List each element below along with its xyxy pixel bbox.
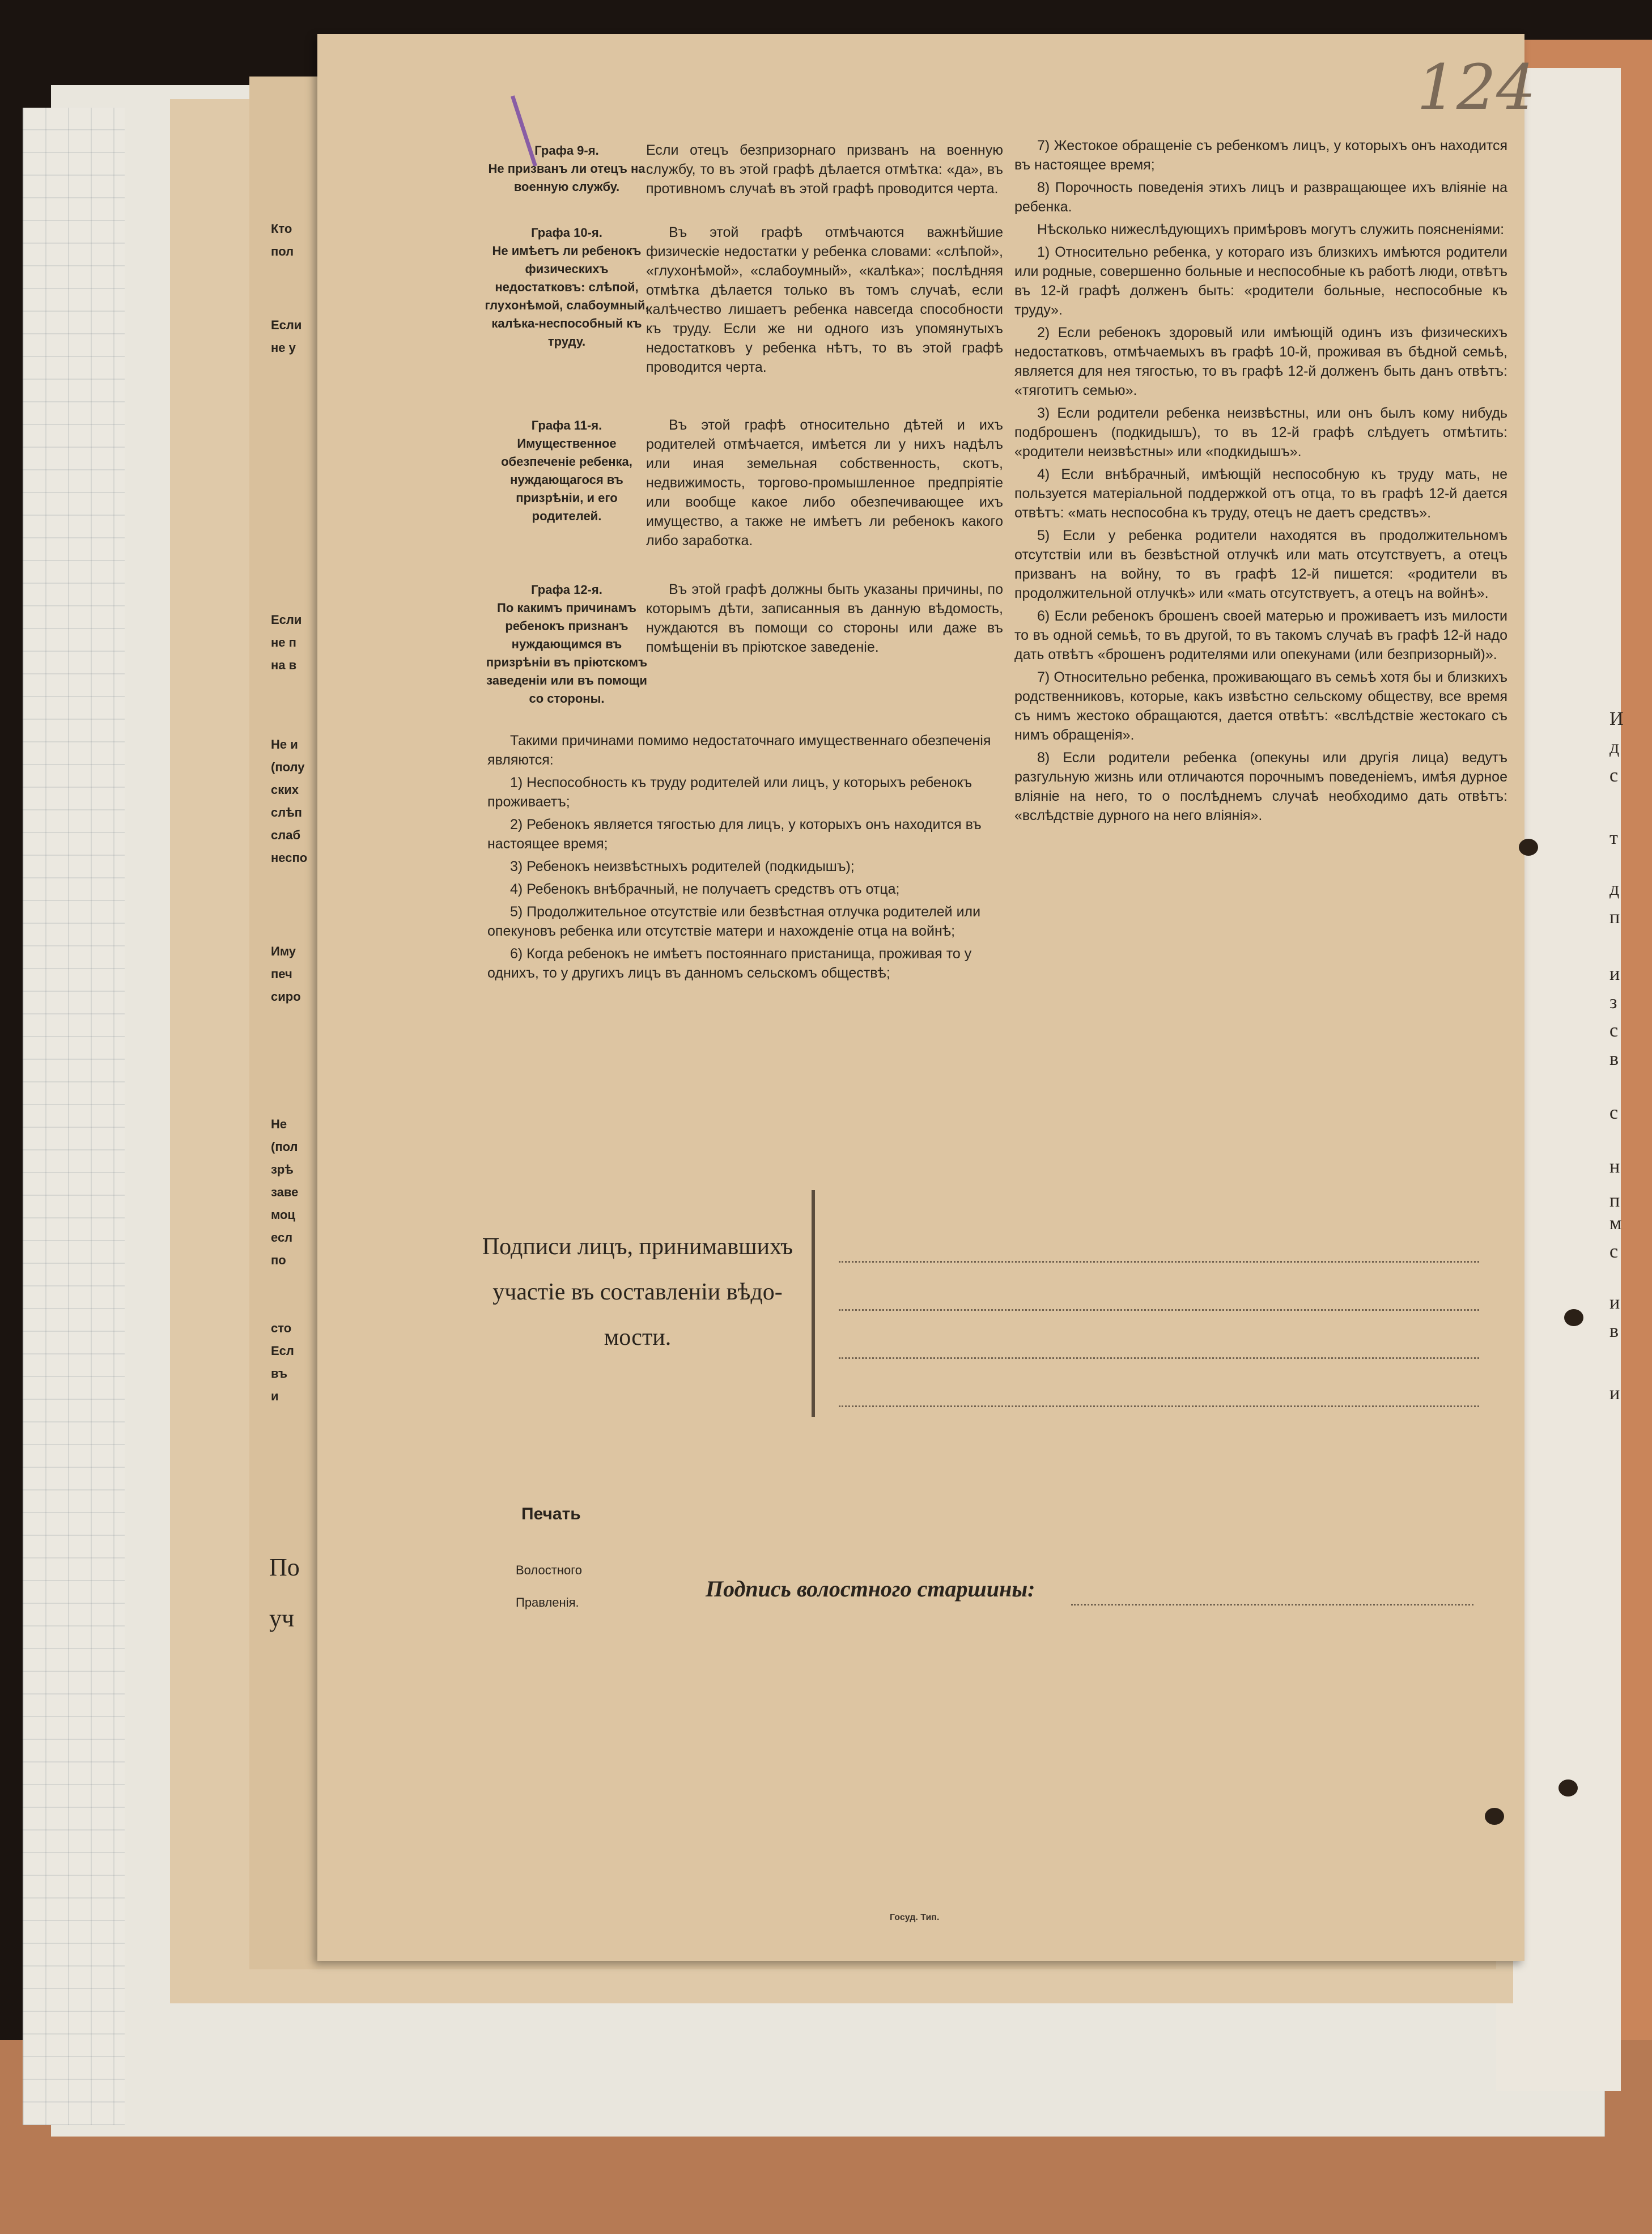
right-fragment-text: м	[1609, 1213, 1622, 1234]
elder-signature-line	[1071, 1604, 1473, 1606]
graph-12-heading: Графа 12-я. По какимъ причинамъ ребенокъ признанъ нуждающимся въ призрѣніи въ пріютскомъ заведеніи или въ помощи со стороны.	[486, 583, 648, 706]
reason-item: 2) Ребенокъ является тягостью для лицъ, у которыхъ онъ находится въ настоящее время;	[487, 817, 982, 852]
signature-line	[839, 1405, 1479, 1407]
right-fragment-text: т	[1609, 827, 1618, 848]
left-fragment-text: Есл	[271, 1344, 294, 1358]
stamp-line-1: Волостного	[516, 1563, 582, 1577]
right-fragment-text: в	[1609, 1320, 1619, 1341]
example-item: 7) Относительно ребенка, проживающаго въ семьѣ хотя бы и близкихъ родственниковъ, которые, какъ извѣстно сельскому обществу, все время съ нимъ жестоко обращаются, дается отвѣтъ: «вслѣдствіе жестокаго съ нимъ обращенія».	[1014, 669, 1507, 743]
left-fragment-text: и	[271, 1389, 279, 1403]
left-fragment-text: слаб	[271, 828, 301, 842]
left-fragment-text: Кто	[271, 222, 292, 236]
right-column	[1014, 136, 1507, 829]
left-fragment-text: въ	[271, 1366, 288, 1381]
left-fragment-text: моц	[271, 1208, 295, 1222]
right-fragment-text: и	[1609, 1383, 1620, 1404]
page-number: 124	[1417, 51, 1536, 124]
signature-line	[839, 1261, 1479, 1263]
example-item: 6) Если ребенокъ брошенъ своей матерью и проживаетъ изъ милости то въ одной семьѣ, то въ другой, то въ такомъ случаѣ въ графѣ 12-й надо дать отвѣтъ «брошенъ родителями или опекунами (или безпризорный)».	[1014, 608, 1507, 662]
left-fragment-large-text: уч	[269, 1604, 295, 1632]
left-fragment-text: слѣп	[271, 805, 302, 819]
left-fragment-text: на в	[271, 658, 297, 672]
printer-mark: Госуд. Тип.	[890, 1913, 940, 1922]
left-fragment-text: сиро	[271, 989, 301, 1004]
left-fragment-text: заве	[271, 1185, 299, 1199]
left-fragment-text: (пол	[271, 1140, 298, 1154]
left-fragment-text: Иму	[271, 944, 296, 958]
graph-9-heading: Графа 9-я. Не призванъ ли отецъ на военную службу.	[488, 143, 645, 194]
example-item: 8) Если родители ребенка (опекуны или другія лица) ведутъ разгульную жизнь или отличаются порочнымъ поведеніемъ, имѣя дурное вліяніе на него, то о послѣднемъ случаѣ необходимо дать отвѣтъ: «вслѣдствіе дурного на него вліянія».	[1014, 750, 1507, 823]
right-fragment-text: И	[1609, 708, 1624, 729]
left-fragment-text: ских	[271, 783, 299, 797]
graph-10-heading: Графа 10-я. Не имѣетъ ли ребенокъ физическихъ недостатковъ: слѣпой, глухонѣмой, слабоумный, калѣка-неспособный къ труду.	[485, 226, 649, 349]
binding-hole	[1558, 1779, 1578, 1796]
binding-hole	[1564, 1309, 1583, 1326]
reasons-section	[487, 731, 1003, 986]
right-fragment-text: с	[1609, 1102, 1619, 1123]
left-fragment-text: Если	[271, 318, 302, 332]
stamp-title: Печать	[521, 1505, 581, 1523]
example-item: 2) Если ребенокъ здоровый или имѣющій одинъ изъ физическихъ недостатковъ, отмѣчаемыхъ въ графѣ 10-й, проживая въ бѣдной семьѣ, является для нея тягостью, то въ графѣ 12-й долженъ быть данъ отвѣтъ: «тяготитъ семью».	[1014, 325, 1507, 398]
signature-line	[839, 1357, 1479, 1359]
right-fragment-text: п	[1609, 907, 1620, 928]
elder-signature-label: Подпись волостного старшины:	[706, 1576, 1035, 1602]
binding-hole	[1519, 839, 1538, 856]
right-fragment-text: в	[1609, 1048, 1619, 1069]
reason-item: 4) Ребенокъ внѣбрачный, не получаетъ средствъ отъ отца;	[510, 881, 900, 897]
examples-intro: Нѣсколько нижеслѣдующихъ примѣровъ могутъ служить поясненіями:	[1037, 222, 1505, 237]
left-fragment-text: печ	[271, 967, 292, 981]
left-fragment-text: по	[271, 1253, 286, 1267]
right-fragment-text: п	[1609, 1190, 1620, 1211]
left-fragment-text: зрѣ	[271, 1162, 294, 1177]
example-item: 1) Относительно ребенка, у котораго изъ близкихъ имѣются родители или родные, совершенно больные и неспособные къ работѣ люди, отвѣтъ въ 12-й графѣ долженъ быть: «родители больные, неспособные къ труду».	[1014, 244, 1507, 318]
signatures-label: Подписи лицъ, принимавшихъ участіе въ составленіи вѣдо- мости.	[482, 1234, 793, 1350]
reason-item: 5) Продолжительное отсутствіе или безвѣстная отлучка родителей или опекуновъ ребенка или отсутствіе матери и нахожденіе отца на войнѣ;	[487, 904, 981, 939]
left-fragment-text: (полу	[271, 760, 305, 774]
left-fragment-large-text: По	[269, 1553, 300, 1581]
right-fragment-text: и	[1609, 963, 1620, 984]
right-fragment-text: з	[1609, 992, 1617, 1013]
left-fragment-text: есл	[271, 1230, 293, 1245]
left-fragment-text: не п	[271, 635, 296, 649]
left-fragment-text: Не и	[271, 737, 298, 751]
right-fragment-text: с	[1609, 765, 1619, 786]
example-item: 5) Если у ребенка родители находятся въ продолжительномъ отсутствіи или въ безвѣстной отлучкѣ или мать отсутствуетъ, а отецъ призванъ на войну, то въ графѣ 12-й пишется: «родители въ продолжительной отлучкѣ» или «мать отсутствуетъ, а отецъ на войнѣ».	[1014, 528, 1507, 601]
graph-10-text: Въ этой графѣ отмѣчаются важнѣйшие физическіе недостатки у ребенка словами: «слѣпой», «глухонѣмой», «слабоумный», «калѣка»; послѣдняя отмѣтка дѣлается только въ томъ случаѣ, если калѣчество лишаетъ ребенка навсегда способности къ труду. Если же ни одного изъ упомянутыхъ недостатковъ у ребенка нѣтъ, то въ этой графѣ проводится черта.	[646, 224, 1003, 375]
right-fragment-text: д	[1609, 737, 1620, 758]
left-fragment-text: пол	[271, 244, 294, 258]
graph-11-text: Въ этой графѣ относительно дѣтей и ихъ родителей отмѣчается, имѣется ли у нихъ надѣлъ или иная земельная собственность, скотъ, недвижимость, торгово-промышленное предпріятіе или вообще какое либо обезпечивающее ихъ имущество, а также не имѣетъ ли ребенокъ какого либо заработка.	[646, 417, 1003, 549]
reason-item: 7) Жестокое обращеніе съ ребенкомъ лицъ, у которыхъ онъ находится въ настоящее время;	[1014, 138, 1507, 173]
left-fragment-text: не у	[271, 341, 296, 355]
signatures-bracket	[812, 1190, 815, 1417]
left-fragment-text: сто	[271, 1321, 292, 1335]
graph-9-text: Если отецъ безпризорнаго призванъ на военную службу, то въ этой графѣ дѣлается отмѣтка: «да», въ противномъ случаѣ въ этой графѣ проводится черта.	[646, 142, 1003, 197]
reasons-intro: Такими причинами помимо недостаточнаго имущественнаго обезпеченія являются:	[487, 733, 991, 768]
reason-item: 3) Ребенокъ неизвѣстныхъ родителей (подкидышъ);	[510, 859, 855, 874]
right-fragment-text: д	[1609, 878, 1620, 899]
reason-item: 8) Порочность поведенія этихъ лицъ и развращающее ихъ вліяніе на ребенка.	[1014, 180, 1507, 215]
reason-item: 6) Когда ребенокъ не имѣетъ постояннаго пристанища, проживая то у однихъ, то у другихъ лицъ въ данномъ сельскомъ обществѣ;	[487, 946, 972, 981]
signature-line	[839, 1309, 1479, 1311]
left-fragment-text: Если	[271, 613, 302, 627]
graph-11-heading: Графа 11-я. Имущественное обезпеченіе ребенка, нуждающагося въ призрѣніи, и его родителей.	[501, 418, 632, 523]
stamp-line-2: Правленія.	[516, 1595, 579, 1609]
binding-hole	[1485, 1808, 1504, 1825]
right-fragment-text: и	[1609, 1292, 1620, 1313]
right-fragment-text: с	[1609, 1020, 1619, 1041]
graph-paper-sheet	[23, 108, 125, 2125]
left-fragment-text: Не	[271, 1117, 287, 1131]
example-item: 3) Если родители ребенка неизвѣстны, или онъ былъ кому нибудь подброшенъ (подкидышъ), то въ 12-й графѣ слѣдуетъ отмѣтить: «родители неизвѣстны» или «подкидышъ».	[1014, 405, 1507, 460]
right-fragment-text: с	[1609, 1241, 1619, 1262]
left-fragment-text: неспо	[271, 851, 308, 865]
reason-item: 1) Неспособность къ труду родителей или лицъ, у которыхъ ребенокъ проживаетъ;	[487, 775, 972, 810]
graph-12-text: Въ этой графѣ должны быть указаны причины, по которымъ дѣти, записанныя въ данную вѣдомость, нуждаются въ помощи со стороны или даже въ помѣщеніи въ пріютское заведеніе.	[646, 581, 1003, 655]
right-fragment-text: н	[1609, 1156, 1620, 1177]
example-item: 4) Если внѣбрачный, имѣющій неспособную къ труду мать, не пользуется матеріальной поддержкой отъ отца, то въ графѣ 12-й дается отвѣтъ: «мать неспособна къ труду, отецъ не даетъ средствъ».	[1014, 466, 1507, 521]
